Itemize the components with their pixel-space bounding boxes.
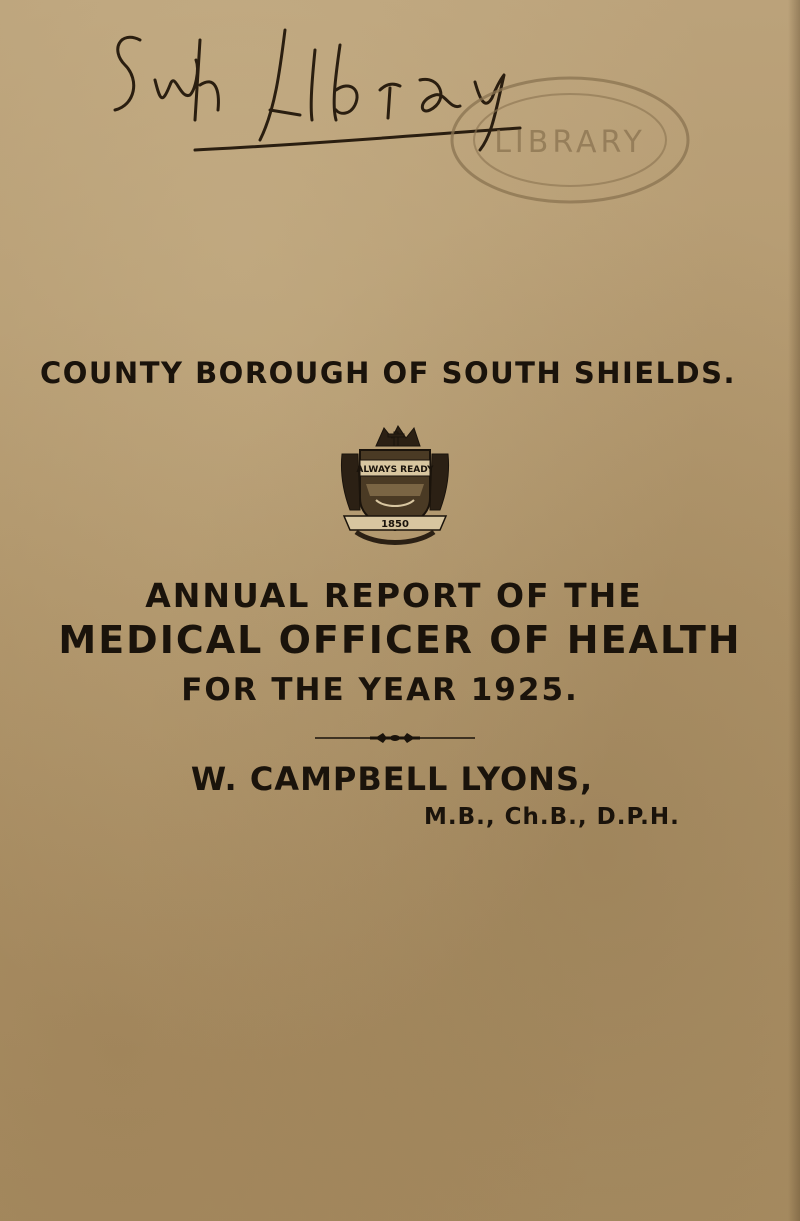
borough-crest: [336, 424, 454, 552]
crest-year: 1850: [381, 519, 409, 530]
crest-motto: ALWAYS READY: [356, 465, 434, 475]
report-title-line-2: MEDICAL OFFICER OF HEALTH: [58, 618, 742, 662]
author-name: W. CAMPBELL LYONS,: [190, 760, 594, 798]
author-degrees: M.B., Ch.B., D.P.H.: [424, 804, 680, 830]
report-title-line-3: FOR THE YEAR 1925.: [181, 672, 579, 708]
ornamental-divider: [315, 731, 475, 745]
borough-heading: COUNTY BOROUGH OF SOUTH SHIELDS.: [39, 356, 737, 390]
report-title-line-1: ANNUAL REPORT OF THE: [145, 576, 643, 615]
stamp-text: LIBRARY: [494, 125, 646, 160]
library-stamp: [440, 60, 700, 220]
